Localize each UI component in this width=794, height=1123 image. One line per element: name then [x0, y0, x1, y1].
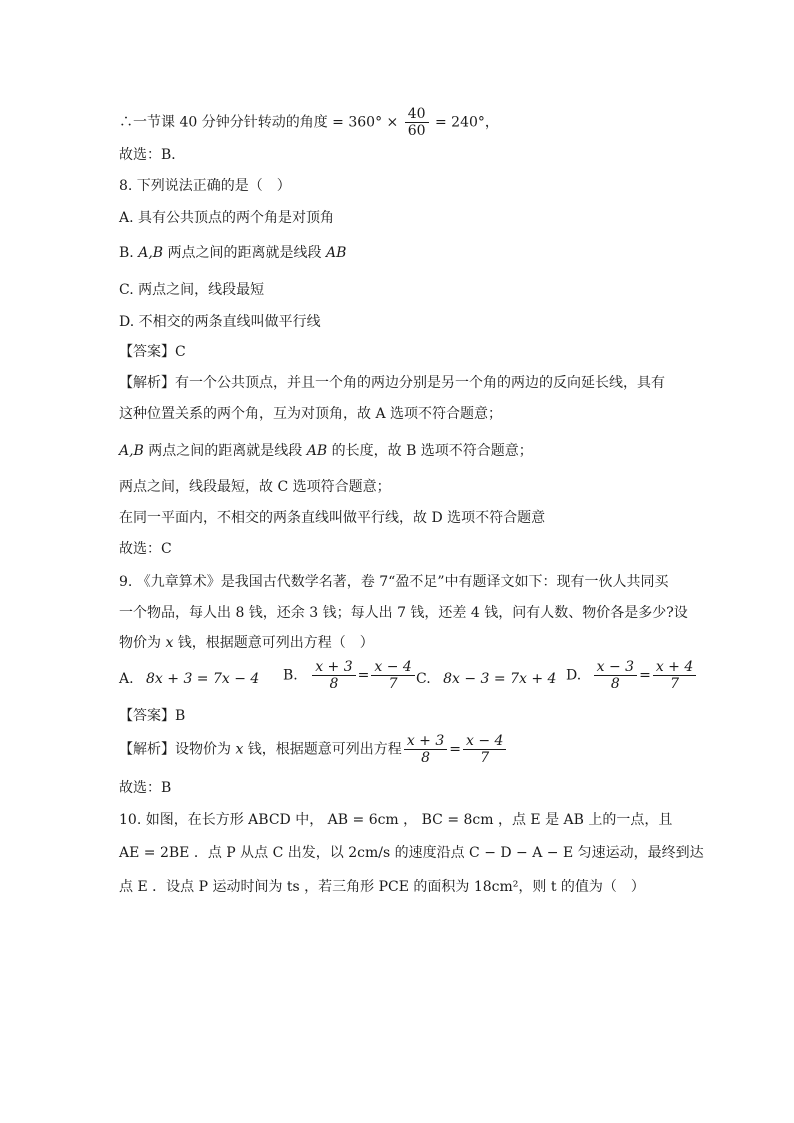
q9-option-a: [119, 669, 259, 689]
fraction-40-60: [405, 106, 429, 139]
q9-b-num1: x + 3: [312, 659, 355, 676]
q8-ana3-text: 两点之间的距离就是线段: [143, 443, 307, 459]
q9-l3-prefix: 物价为: [119, 635, 166, 651]
q8-analysis-2: 这种位置关系的两个角，互为对顶角，故 A 选项不符合题意；: [119, 406, 503, 422]
q9-d-den2: 7: [670, 676, 679, 692]
q9-d-num2: x + 4: [653, 659, 696, 676]
q9-b-den1: 8: [329, 676, 339, 692]
q10-stem-1: 10. 如图，在长方形 ABCD 中， AB = 6cm ， BC = 8cm ，点 E 是 AB 上的一点，且: [119, 812, 673, 828]
q9-ana-num1: x + 3: [404, 733, 447, 750]
q9-a-expr: 8x + 3 = 7x − 4: [146, 671, 260, 687]
q9-d-frac2: [653, 659, 696, 692]
q7-choice: 故选：B．: [119, 147, 186, 163]
q9-d-label: D.: [566, 667, 582, 684]
q9-b-frac1: [312, 659, 355, 692]
q9-a-label: A.: [119, 671, 134, 687]
q8-b-math2: AB: [325, 245, 347, 261]
q9-d-den1: 8: [610, 676, 620, 692]
fraction-denominator: 60: [407, 123, 426, 139]
q8-ana3-math2: AB: [306, 443, 328, 459]
q9-b-label: B.: [283, 667, 298, 684]
q8-b-text: 两点之间的距离就是线段: [163, 245, 326, 261]
q8-b-label: B.: [119, 245, 139, 261]
q8-analysis-5: 在同一平面内，不相交的两条直线叫做平行线，故 D 选项不符合题意: [119, 510, 546, 526]
q8-answer: 【答案】C: [119, 344, 186, 360]
q8-analysis-1: 【解析】有一个公共顶点，并且一个角的两边分别是另一个角的两边的反向延长线，具有: [119, 375, 665, 391]
q10-stem-2: AE = 2BE ．点 P 从点 C 出发，以 2cm/s 的速度沿点 C − D − A − E 匀速运动，最终到达: [119, 845, 704, 861]
angle-calc-prefix: ∴一节课 40 分钟分针转动的角度 = 360° ×: [119, 114, 399, 131]
q8-analysis-4: 两点之间，线段最短，故 C 选项符合题意；: [119, 479, 391, 495]
q9-stem-1: 9. 《九章算术》是我国古代数学名著，卷 7“盈不足”中有题译文如下：现有一伙人共同买: [119, 574, 669, 590]
q9-l3-var: x: [165, 635, 174, 651]
q9-analysis: [119, 733, 508, 766]
q8-ana3-suffix: 的长度，故 B 选项不符合题意；: [327, 443, 533, 459]
q9-d-frac1: [594, 659, 637, 692]
q9-answer: 【答案】B: [119, 708, 186, 724]
q9-b-den2: 7: [388, 676, 398, 692]
fraction-numerator: 40: [405, 106, 429, 123]
q9-b-num2: x − 4: [371, 659, 414, 676]
q9-option-d: [566, 659, 698, 692]
q10-stem-3: 点 E ．设点 P 运动时间为 ts ，若三角形 PCE 的面积为 18cm²，则 t 的值为（ ）: [119, 879, 645, 895]
q9-ana-den2: 7: [480, 750, 490, 766]
q9-ana-num2: x − 4: [463, 733, 506, 750]
q8-ana3-math: A,B: [119, 443, 144, 459]
q9-b-frac2: [371, 659, 414, 692]
q9-ana-mid: 钱，根据题意可列出方程: [243, 741, 402, 758]
q9-ana-frac1: [404, 733, 447, 766]
q8-option-d: D. 不相交的两条直线叫做平行线: [119, 314, 321, 330]
q9-ana-den1: 8: [421, 750, 430, 766]
q8-option-b: [119, 243, 346, 263]
q9-stem-3: [119, 633, 374, 653]
q8-stem: 8. 下列说法正确的是（ ）: [119, 178, 291, 194]
q9-choice: 故选：B: [119, 780, 172, 796]
q9-option-b: [283, 659, 417, 692]
angle-calculation-line: [119, 106, 499, 139]
q9-c-label: C.: [416, 671, 431, 687]
q8-option-a: A. 具有公共顶点的两个角是对顶角: [119, 210, 335, 226]
q9-ana-frac2: [463, 733, 506, 766]
q8-analysis-3: [119, 441, 533, 461]
q9-d-eq: =: [639, 667, 651, 684]
q8-option-c: C. 两点之间，线段最短: [119, 282, 265, 298]
q9-d-num1: x − 3: [594, 659, 637, 676]
q8-b-math: A,B: [138, 245, 164, 261]
angle-calc-suffix: = 240°，: [434, 114, 499, 131]
q9-l3-suffix: 钱，根据题意可列出方程（ ）: [173, 635, 374, 651]
q9-c-expr: 8x − 3 = 7x + 4: [443, 671, 557, 687]
q9-ana-var: x: [235, 741, 244, 758]
q9-ana-eq: =: [449, 741, 461, 758]
q9-ana-prefix: 【解析】设物价为: [119, 741, 236, 758]
q8-choice: 故选：C: [119, 541, 172, 557]
q9-stem-2: 一个物品，每人出 8 钱，还余 3 钱；每人出 7 钱，还差 4 钱，问有人数、物价各是多少?设: [119, 605, 688, 621]
q9-option-c: [416, 669, 556, 689]
q9-b-eq: =: [357, 667, 370, 684]
